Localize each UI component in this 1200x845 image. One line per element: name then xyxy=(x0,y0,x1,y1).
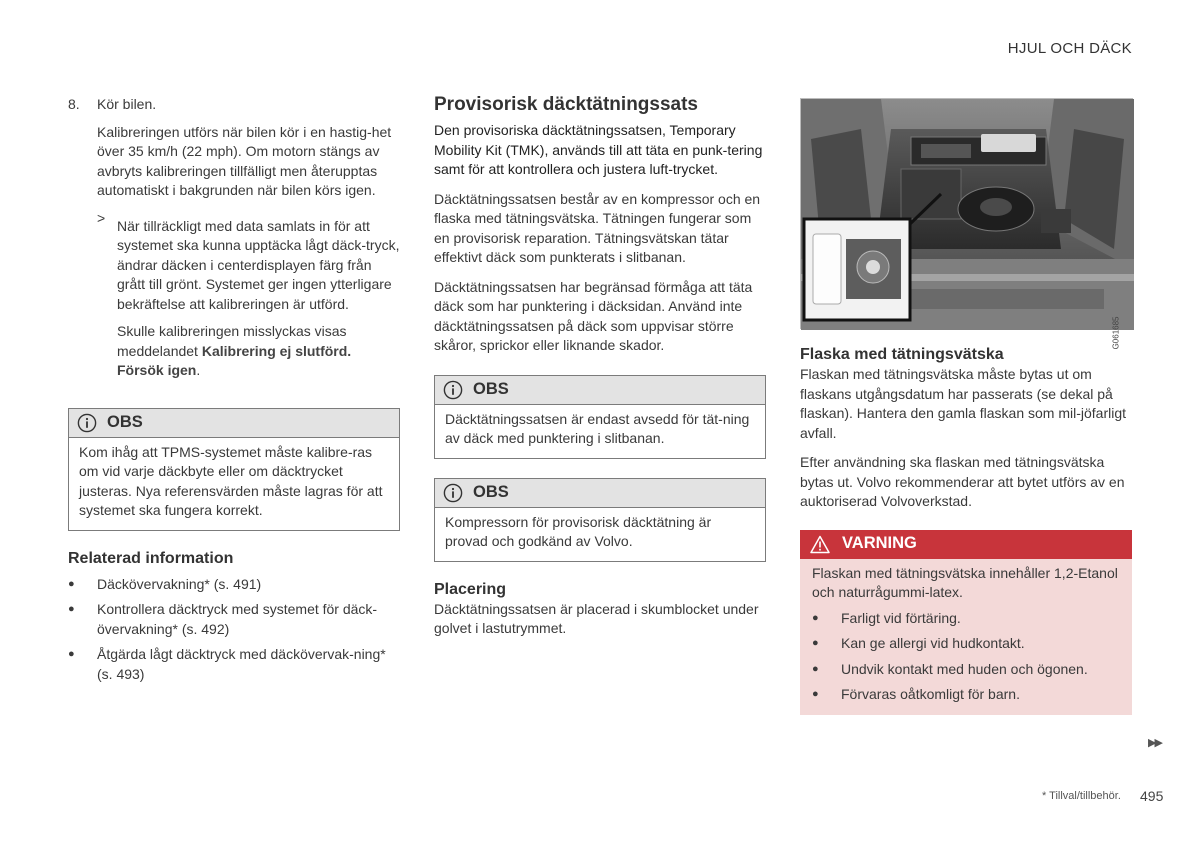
column-middle xyxy=(434,93,766,639)
related-link-1[interactable] xyxy=(68,575,400,595)
paragraph: Flaskan med tätningsvätska måste bytas ut om flaskans utgångsdatum har passerats (se dekal på flaskan). Hantera den gamla flaskan som mil-jöfarligt avfall. xyxy=(800,366,1127,441)
bullet-icon: ● xyxy=(812,688,819,700)
info-icon xyxy=(77,413,97,433)
note-title: OBS xyxy=(473,482,509,501)
step-text: Kalibreringen utförs när bilen kör i en hastig-het över 35 km/h (22 mph). Om motorn stängs av avbryts kalibreringen tillfälligt men återupptas automatiskt i bakgrunden när bilen körs igen. xyxy=(97,123,392,198)
note-text: Däcktätningssatsen är endast avsedd för tät-ning av däck med punktering i slitbanan. xyxy=(445,410,750,446)
column-right xyxy=(800,98,1132,715)
related-link-text: Åtgärda lågt däcktryck med däckövervak-ning* (s. 493) xyxy=(97,646,386,682)
related-link-2[interactable] xyxy=(68,600,400,639)
footnote: * Tillval/tillbehör. xyxy=(1042,790,1121,802)
related-title: Relaterad information xyxy=(68,549,234,567)
related-list xyxy=(68,575,400,685)
warning-title: VARNING xyxy=(842,534,917,553)
note-text: Kom ihåg att TPMS-systemet måste kalibre-ras om vid varje däckbyte eller om däcktrycket justeras. Nya referensvärden måste lagras för att systemet ska fungera korrekt. xyxy=(79,443,383,518)
obs-note-compressor xyxy=(434,478,766,562)
warning-text: Flaskan med tätningsvätska innehåller 1,2-Etanol och naturrågummi-latex. xyxy=(812,564,1118,600)
related-link-3[interactable] xyxy=(68,645,400,684)
bullet-icon: ● xyxy=(812,662,819,675)
warning-item-text: Förvaras oåtkomligt för barn. xyxy=(841,686,1020,702)
section-lead: Den provisoriska däcktätningssatsen, Temporary Mobility Kit (TMK), används till att täta en punk-tering samt för att kontrollera och justera luft-trycket. xyxy=(434,122,763,177)
warning-triangle-icon xyxy=(810,535,830,554)
placing-text: Däcktätningssatsen är placerad i skumblocket under golvet i lastutrymmet. xyxy=(434,600,759,636)
note-title: OBS xyxy=(107,412,143,431)
note-text: Kompressorn för provisorisk däcktätning är provad och godkänd av Volvo. xyxy=(445,513,712,549)
bullet-icon: ● xyxy=(812,611,819,624)
bullet-icon: ● xyxy=(812,637,819,649)
trunk-illustration xyxy=(801,99,1134,330)
placing-title: Placering xyxy=(434,580,507,598)
fail-text-end: . xyxy=(196,362,201,378)
bottle-title: Flaska med tätningsvätska xyxy=(800,346,1004,363)
result-text: När tillräckligt med data samlats in för att systemet ska kunna upptäcka lågt däck-tryck, ändrar däcken i centerdisplayen färg från grått till grönt. Systemet ger ingen ytterligare bekräftelse att kalibreringen är utförd. xyxy=(117,217,400,312)
obs-note-calibration xyxy=(68,408,400,531)
info-icon xyxy=(443,483,463,503)
warning-item xyxy=(812,685,1120,705)
next-page-arrows-icon[interactable]: ▶▶ xyxy=(1148,737,1161,749)
warning-item-text: Undvik kontakt med huden och ögonen. xyxy=(841,660,1088,677)
result-marker: > xyxy=(97,209,106,226)
step-title: Kör bilen. xyxy=(97,96,157,112)
warning-item xyxy=(812,660,1120,680)
fail-text-start: Skulle kalibreringen misslyckas visas meddelandet xyxy=(117,323,347,359)
warning-item-text: Kan ge allergi vid hudkontakt. xyxy=(841,635,1025,651)
chapter-title: HJUL OCH DÄCK xyxy=(1007,40,1132,57)
warning-item xyxy=(812,634,1120,654)
step-8 xyxy=(68,95,400,389)
bullet-icon: ● xyxy=(68,603,75,615)
paragraph: Däcktätningssatsen har begränsad förmåga att täta däck som har punktering i däcksidan. Använd inte däcktätningssatsen på däck som uppvisar större skåror, sprickor eller liknande skador. xyxy=(434,278,753,353)
step-result xyxy=(97,209,400,389)
warning-item xyxy=(812,609,1120,629)
bullet-icon: ● xyxy=(68,648,75,660)
paragraph: Efter användning ska flaskan med tätningsvätska bytas ut. Volvo rekommenderar att bytet utförs av en auktoriserad Volvoverkstad. xyxy=(800,454,1125,509)
note-title: OBS xyxy=(473,379,509,398)
warning-item-text: Farligt vid förtäring. xyxy=(841,609,961,626)
warning-box xyxy=(800,530,1132,715)
fail-message: Kalibrering ej slutförd. Försök igen xyxy=(117,342,352,378)
info-icon xyxy=(443,380,463,400)
bullet-icon: ● xyxy=(68,577,75,590)
related-link-text: Däckövervakning* (s. 491) xyxy=(97,575,262,592)
image-code: G061685 xyxy=(1111,316,1121,349)
related-link-text: Kontrollera däcktryck med systemet för däck-övervakning* (s. 492) xyxy=(97,601,378,637)
page-number: 495 xyxy=(1140,788,1164,804)
column-left xyxy=(68,95,400,684)
section-title: Provisorisk däcktätningssats xyxy=(434,94,698,115)
step-number: 8. xyxy=(68,96,80,112)
fail-text xyxy=(117,322,400,381)
paragraph: Däcktätningssatsen består av en kompressor och en flaska med tätningsvätska. Tätningen fungerar som en provisorisk reparation. Tätningsvätskan tätar effektivt däck som punkterats i slitbanan. xyxy=(434,190,761,265)
warning-list xyxy=(812,609,1120,705)
obs-note-tread xyxy=(434,375,766,459)
trunk-kit-photo xyxy=(800,98,1133,349)
